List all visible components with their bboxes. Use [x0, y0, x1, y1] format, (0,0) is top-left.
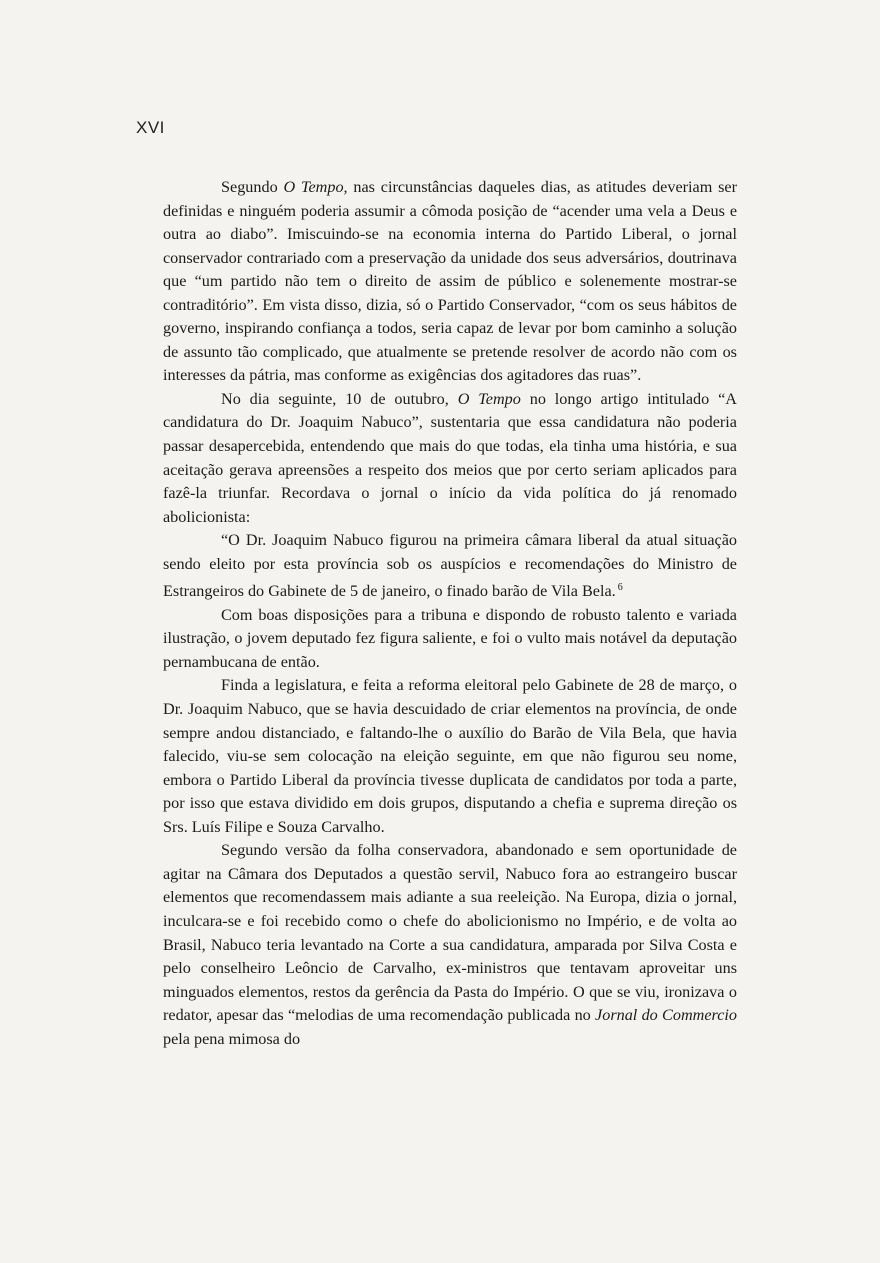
text-run: no longo artigo intitulado “A candidatura do Dr. Joaquim Nabuco”, sustentaria que essa candidatura não poderia passar desapercebida, entendendo que mais do que todas, ela tinha uma história, e sua aceitação gerava apreensões a respeito dos meios que por certo seriam aplicados para fazê-la triunfar. Recordava o jornal o início da vida política do já renomado abolicionista:	[163, 389, 737, 526]
text-run: Segundo versão da folha conservadora, abandonado e sem oportunidade de agitar na Câmara dos Deputados a questão servil, Nabuco fora ao estrangeiro buscar elementos que recomendassem mais adiante a sua reeleição. Na Europa, dizia o jornal, inculcara-se e foi recebido como o chefe do abolicionismo no Império, e de volta ao Brasil, Nabuco teria levantado na Corte a sua candidatura, amparada por Silva Costa e pelo conselheiro Leôncio de Carvalho, ex-ministros que tentavam aproveitar uns minguados elementos, restos da gerência da Pasta do Império. O que se viu, ironizava o redator, apesar das “melodias de uma recomendação publicada no	[163, 841, 737, 1025]
text-run: “O Dr. Joaquim Nabuco figurou na primeira câmara liberal da atual situação sendo eleito por esta província sob os auspícios e recomendações do Ministro de Estrangeiros do Gabinete de 5 de janeiro, o finado barão de Vila Bela.	[163, 531, 737, 601]
paragraph	[163, 604, 737, 675]
paragraph	[163, 176, 737, 388]
text-run: Segundo	[221, 178, 284, 196]
italic-title-text: O Tempo	[457, 389, 521, 408]
footnote-reference: 6	[617, 582, 623, 594]
text-run: Finda a legislatura, e feita a reforma eleitoral pelo Gabinete de 28 de março, o Dr. Joaquim Nabuco, que se havia descuidado de criar elementos na província, de onde sempre andou distanciado, e faltando-lhe o auxílio do Barão de Vila Bela, que havia falecido, viu-se sem colocação na eleição seguinte, em que não figurou seu nome, embora o Partido Liberal da província tivesse duplicata de candidatos por toda a parte, por isso que estava dividido em dois grupos, disputando a chefia e suprema direção os Srs. Luís Filipe e Souza Carvalho.	[163, 676, 737, 836]
page-body-text	[163, 176, 737, 1051]
italic-title-text: O Tempo,	[283, 178, 348, 196]
paragraph	[163, 839, 737, 1051]
text-run: pela pena mimosa do	[163, 1029, 301, 1048]
quoted-paragraph	[163, 529, 737, 604]
page-number: XVI	[136, 118, 165, 137]
text-run: nas circunstâncias daqueles dias, as atitudes deveriam ser definidas e ninguém poderia assumir a cômoda posição de “acender uma vela a Deus e outra ao diabo”. Imiscuindo-se na economia interna do Partido Liberal, o jornal conservador contrariado com a preservação da unidade dos seus adversários, doutrinava que “um partido não tem o direito de assim de público e solenemente mostrar-se contraditório”. Em vista disso, dizia, só o Partido Conservador, “com os seus hábitos de governo, inspirando confiança a todos, seria capaz de levar por bom caminho a solução de assunto tão complicado, que atualmente se pretende resolver de acordo não com os interesses da pátria, mas conforme as exigências dos agitadores das ruas”.	[163, 178, 737, 385]
paragraph	[163, 388, 737, 529]
text-run: Com boas disposições para a tribuna e dispondo de robusto talento e variada ilustração, o jovem deputado fez figura saliente, e foi o vulto mais notável da deputação pernambucana de então.	[163, 605, 737, 671]
paragraph	[163, 674, 737, 839]
text-run: No dia seguinte, 10 de outubro,	[221, 389, 458, 408]
italic-title-text: Jornal do Commercio	[595, 1006, 737, 1025]
